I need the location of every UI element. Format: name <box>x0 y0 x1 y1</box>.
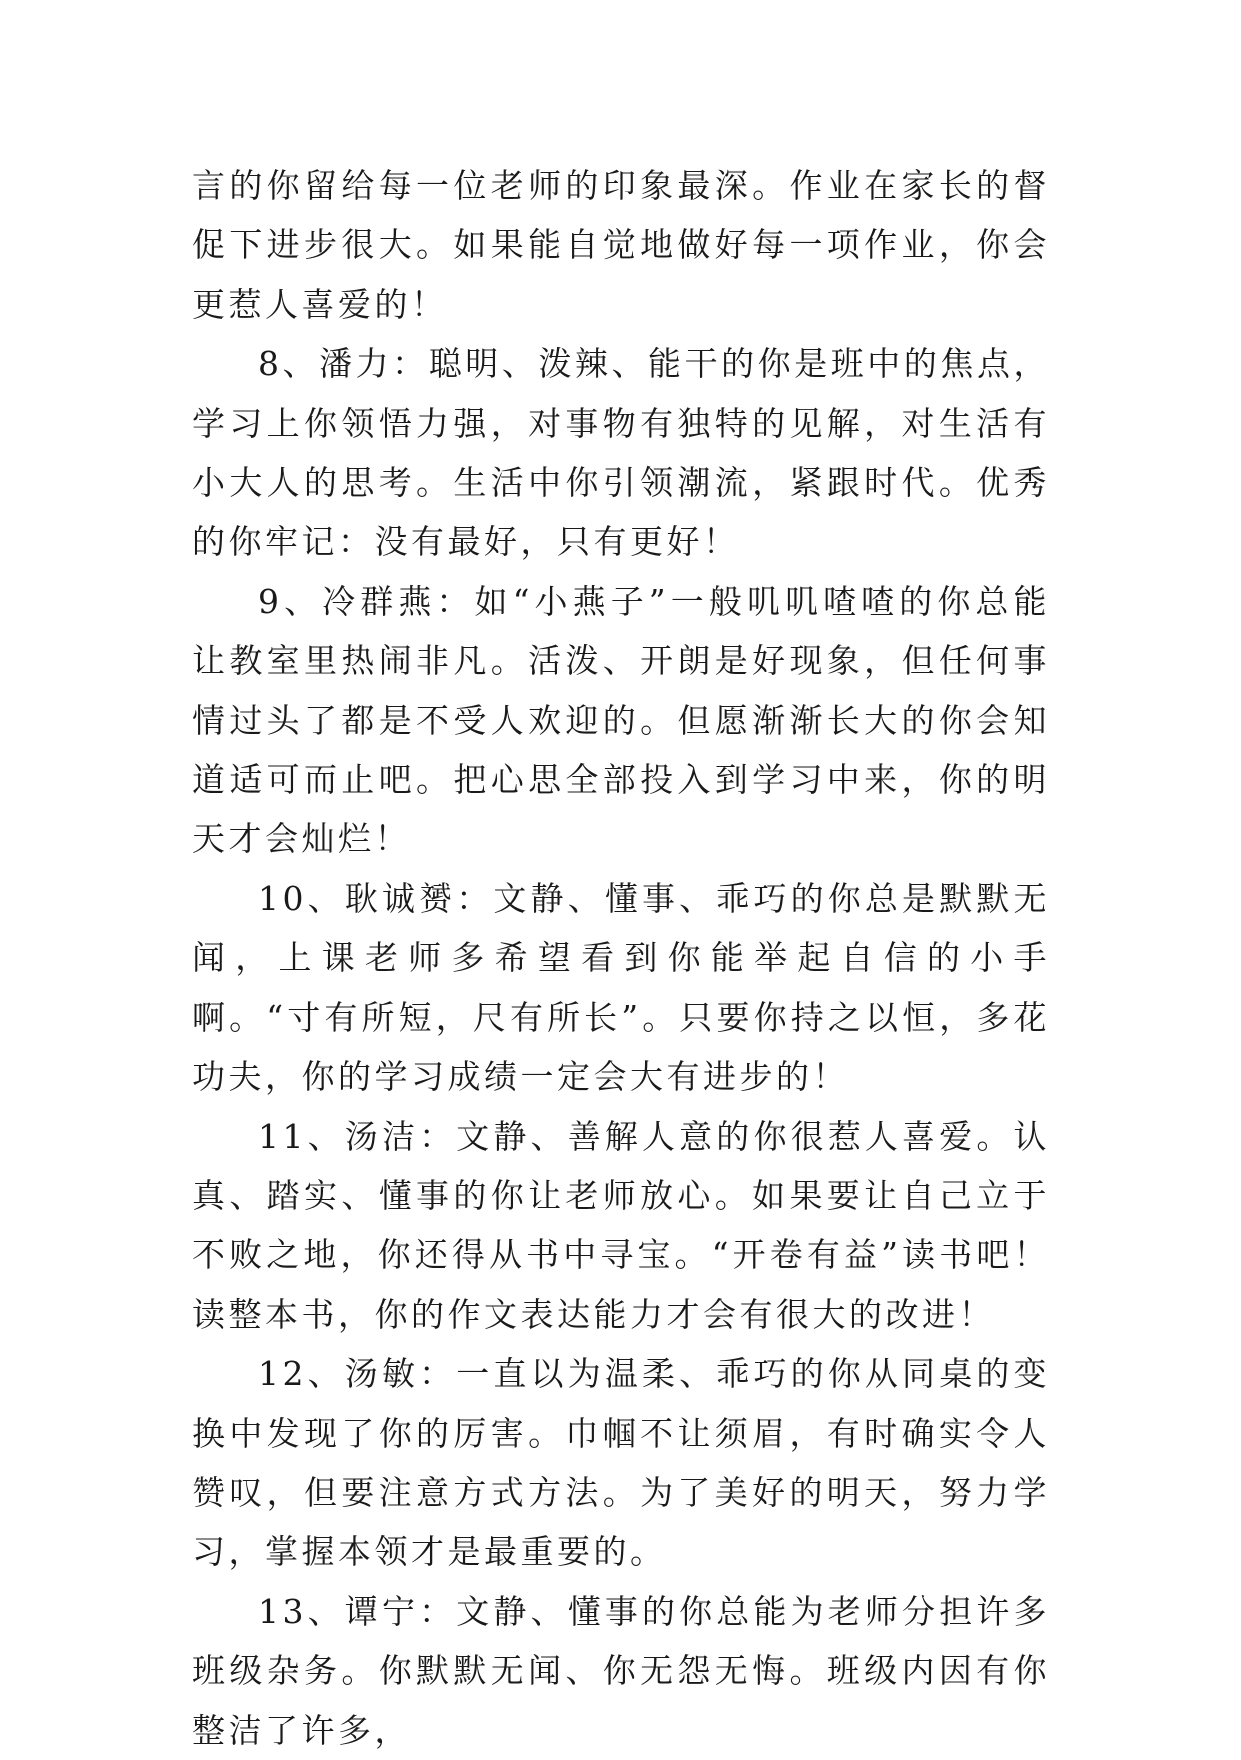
paragraph-comment-13: 13、谭宁：文静、懂事的你总能为老师分担许多班级杂务。你默默无闻、你无怨无悔。班级内因有你整洁了许多， <box>192 1591 1050 1750</box>
paragraph-comment-12: 12、汤敏：一直以为温柔、乖巧的你从同桌的变换中发现了你的厉害。巾帼不让须眉，有时确实令人赞叹，但要注意方式方法。为了美好的明天，努力学习，掌握本领才是最重要的。 <box>192 1354 1050 1572</box>
document-body <box>192 156 1050 1760</box>
paragraph-comment-10: 10、耿诚赟：文静、懂事、乖巧的你总是默默无闻，上课老师多希望看到你能举起自信的小手啊。“寸有所短，尺有所长”。只要你持之以恒，多花功夫，你的学习成绩一定会大有进步的！ <box>192 878 1050 1097</box>
paragraph-comment-9: 9、冷群燕：如“小燕子”一般叽叽喳喳的你总能让教室里热闹非凡。活泼、开朗是好现象，但任何事情过头了都是不受人欢迎的。但愿渐渐长大的你会知道适可而止吧。把心思全部投入到学习中来，你的明天才会灿烂！ <box>192 581 1050 859</box>
paragraph-comment-11: 11、汤洁：文静、善解人意的你很惹人喜爱。认真、踏实、懂事的你让老师放心。如果要让自己立于不败之地，你还得从书中寻宝。“开卷有益”读书吧！读整本书，你的作文表达能力才会有很大的改进！ <box>192 1116 1050 1334</box>
paragraph-continuation: 言的你留给每一位老师的印象最深。作业在家长的督促下进步很大。如果能自觉地做好每一项作业，你会更惹人喜爱的！ <box>192 166 1050 324</box>
paragraph-comment-8: 8、潘力：聪明、泼辣、能干的你是班中的焦点，学习上你领悟力强，对事物有独特的见解，对生活有小大人的思考。生活中你引领潮流，紧跟时代。优秀的你牢记：没有最好，只有更好！ <box>192 344 1050 562</box>
